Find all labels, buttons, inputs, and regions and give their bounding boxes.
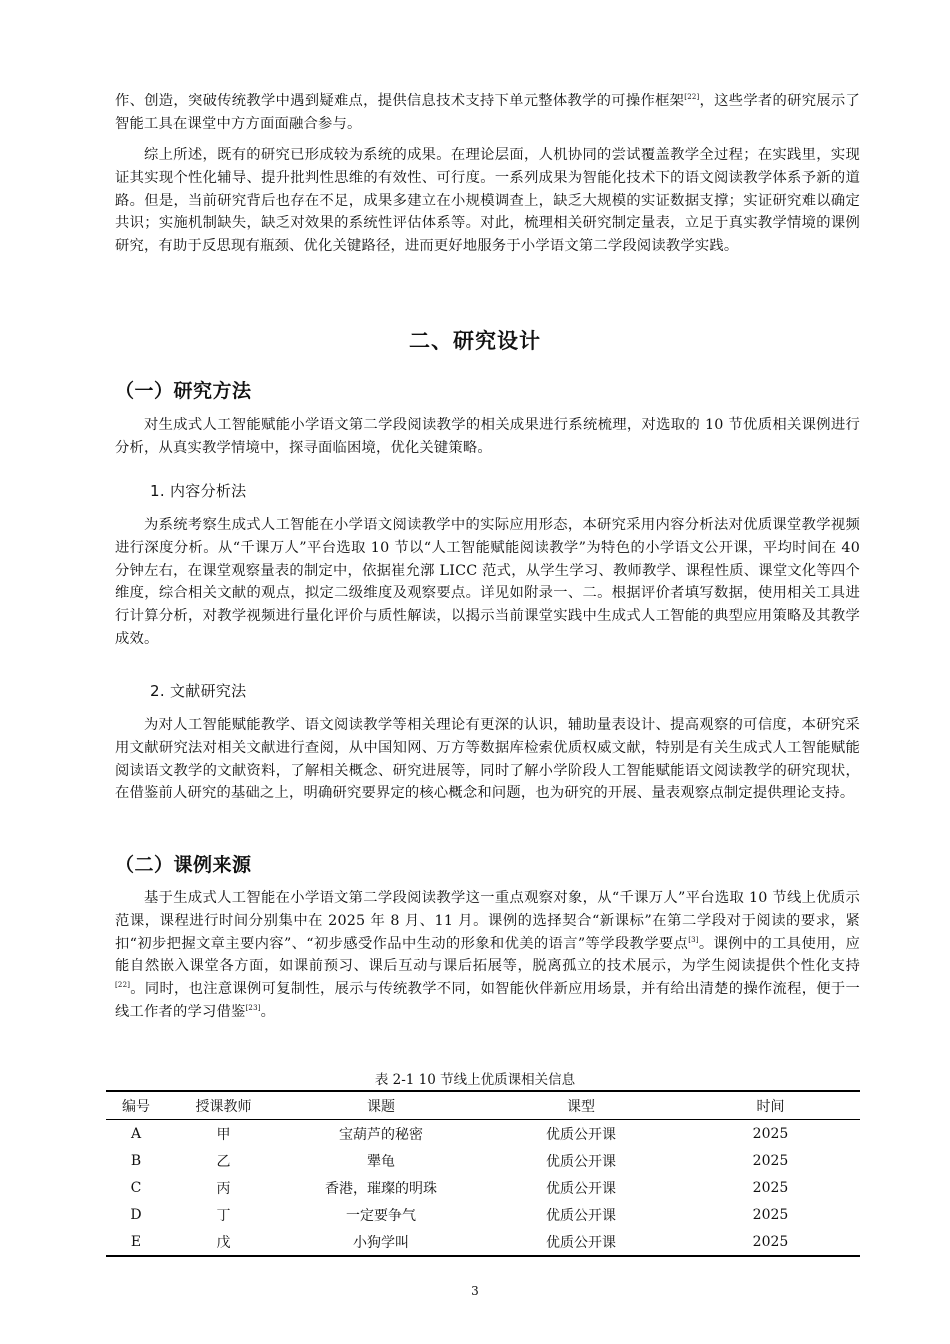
paragraph-text: ，这些学者的研究展示了智能工具在课堂中方方面面融合参与。 <box>115 93 860 132</box>
intro-paragraph-1 <box>115 90 860 136</box>
literature-paragraph: 为对人工智能赋能教学、语文阅读教学等相关理论有更深的认识，辅助量表设计、提高观察的可信度，本研究采用文献研究法对相关文献进行查阅，从中国知网、万方等数据库检索优质权威文献，特别是有关生成式人工智能赋能阅读语文教学的文献资料，了解相关概念、研究进展等，同时了解小学阶段人工智能赋能语文阅读教学的研究现状，在借鉴前人研究的基础之上，明确研究要界定的核心概念和问题，也为研究的开展、量表观察点制定提供理论支持。 <box>115 717 860 802</box>
citation-ref: [22] <box>115 981 131 990</box>
table-cell: 2025 <box>752 1152 789 1169</box>
content-analysis-paragraph: 为系统考察生成式人工智能在小学语文阅读教学中的实际应用形态，本研究采用内容分析法对优质课堂教学视频进行深度分析。从“千课万人”平台选取 10 节以“人工智能赋能阅读教学”为特色的小学语文公开课，平均时间在 40 分钟左右，在课堂观察量表的制定中，依据崔允漷 LICC 范式，从学生学习、教师教学、课程性质、课堂文化等四个维度，综合相关文献的观点，拟定二级维度及观察要点。详见如附录一、二。根据评价者填写数据，使用相关工具进行计算分析，对教学视频进行量化评价与质性解读，以揭示当前课堂实践中生成式人工智能的典型应用策略及其教学成效。 <box>115 517 860 647</box>
subsection-heading-content-analysis: 1. 内容分析法 <box>150 482 247 500</box>
column-header: 课型 <box>567 1098 595 1115</box>
table-cell: 犟龟 <box>367 1153 395 1170</box>
table-cell: D <box>130 1206 142 1223</box>
table-cell: A <box>130 1125 142 1142</box>
table-cell: 丁 <box>216 1207 231 1224</box>
intro-paragraph-2: 综上所述，既有的研究已形成较为系统的成果。在理论层面，人机协同的尝试覆盖教学全过程；在实践里，实现证其实现个性化辅导、提升批判性思维的有效性、可行度。一系列成果为智能化技术下的语文阅读教学体系予新的道路。但是，当前研究背后也存在不足，成果多建立在小规模调查上，缺乏大规模的实证数据支撑；实证研究难以确定共识；实施机制缺失，缺乏对效果的系统性评估体系等。对此，梳理相关研究制定量表，立足于真实教学情境的课例研究，有助于反思现有瓶颈、优化关键路径，进而更好地服务于小学语文第二学段阅读教学实践。 <box>115 147 860 255</box>
table-row <box>106 1201 860 1228</box>
table-row <box>106 1120 860 1148</box>
table-cell: 2025 <box>752 1179 789 1196</box>
table-cell: 优质公开课 <box>546 1234 616 1251</box>
table-caption: 表 2-1 10 节线上优质课相关信息 <box>374 1072 576 1088</box>
table-cell: 一定要争气 <box>346 1207 416 1224</box>
section-heading-methods: （一）研究方法 <box>115 380 252 402</box>
table-row <box>106 1147 860 1174</box>
table-cell: 优质公开课 <box>546 1180 616 1197</box>
table-cell: 2025 <box>752 1125 789 1142</box>
paragraph-text: 作、创造，突破传统教学中遇到疑难点，提供信息技术支持下单元整体教学的可操作框架 <box>115 93 685 109</box>
table-cell: C <box>130 1179 142 1196</box>
section-heading-sources: （二）课例来源 <box>115 854 252 876</box>
table-row <box>106 1174 860 1201</box>
table-cell: 2025 <box>752 1233 789 1250</box>
citation-ref: [22] <box>684 93 700 101</box>
lesson-info-table <box>106 1090 860 1257</box>
table-cell: 香港，璀璨的明珠 <box>325 1180 437 1197</box>
table-cell: 优质公开课 <box>546 1207 616 1224</box>
table-cell: E <box>130 1233 142 1250</box>
column-header: 授课教师 <box>195 1098 252 1115</box>
table-header-row <box>106 1091 860 1120</box>
citation-ref: [23] <box>245 1003 261 1012</box>
table-row <box>106 1228 860 1256</box>
table-cell: 小狗学叫 <box>353 1234 409 1251</box>
citation-ref: [3] <box>688 935 699 944</box>
column-header: 时间 <box>756 1098 785 1115</box>
page-number: 3 <box>471 1284 479 1298</box>
chapter-title: 二、研究设计 <box>409 329 541 353</box>
paragraph-text: 。同时，也注意课例可复制性，展示与传统教学不同，如智能伙伴新应用场景，并有给出清楚的操作流程，便于一线工作者的学习借鉴 <box>115 981 860 1020</box>
methods-intro-paragraph: 对生成式人工智能赋能小学语文第二学段阅读教学的相关成果进行系统梳理，对选取的 10 节优质相关课例进行分析，从真实教学情境中，探寻面临困境，优化关键策略。 <box>115 417 860 456</box>
table-cell: 宝葫芦的秘密 <box>339 1126 423 1143</box>
paragraph-text: 基于生成式人工智能在小学语文第二学段阅读教学这一重点观察对象，从“千课万人”平台选取 10 节线上优质示范课，课程进行时间分别集中在 2025 年 8 月、11 月。课例的选择契合“新课标”在第二学段对于阅读的要求，紧扣“初步把握文章主要内容”、“初步感受作品中生动的形象和优美的语言”等学段教学要点 <box>115 890 860 952</box>
table-cell: 戊 <box>216 1234 231 1251</box>
table-cell: 乙 <box>216 1153 231 1170</box>
column-header: 课题 <box>367 1098 395 1115</box>
paragraph-text: 。 <box>260 1003 276 1020</box>
table-cell: 优质公开课 <box>546 1126 616 1143</box>
table-cell: B <box>130 1152 142 1169</box>
table-cell: 丙 <box>216 1180 231 1197</box>
sources-paragraph <box>115 887 860 1024</box>
table-cell: 优质公开课 <box>546 1153 616 1170</box>
subsection-heading-literature: 2. 文献研究法 <box>150 682 247 700</box>
table-cell: 甲 <box>216 1126 231 1143</box>
column-header: 编号 <box>122 1098 150 1115</box>
paragraph-text: 。课例中的工具使用，应能自然嵌入课堂各方面，如课前预习、课后互动与课后拓展等，脱离孤立的技术展示，为学生阅读提供个性化支持 <box>115 935 861 975</box>
table-cell: 2025 <box>752 1206 789 1223</box>
